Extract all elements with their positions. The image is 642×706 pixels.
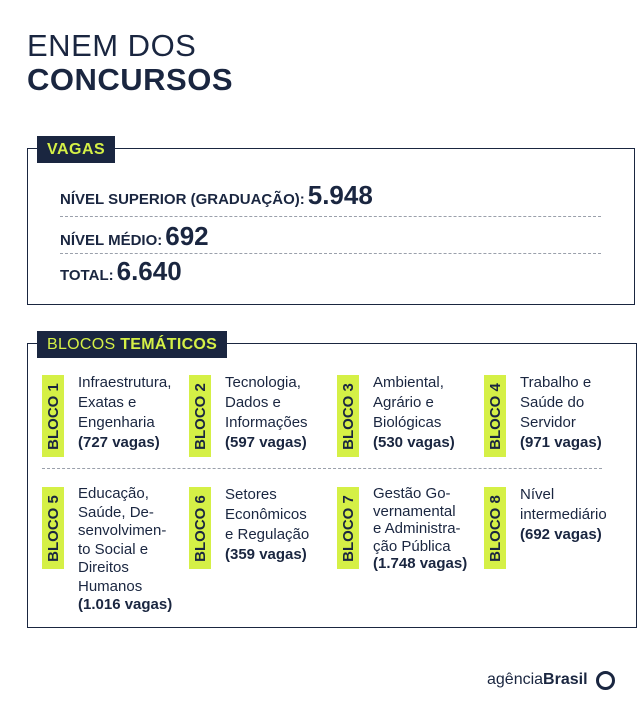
bloco-chip-label: BLOCO 2 [191,382,209,450]
bloco-chip-label: BLOCO 3 [339,382,357,450]
bloco-vagas: (692 vagas) [520,526,602,543]
vagas-value: 692 [165,221,209,251]
bloco-vagas: (359 vagas) [225,546,307,563]
blocos-tag-light: BLOCOS [47,336,121,353]
bloco-desc: Ambiental, Agrário e Biológicas [373,374,444,431]
bloco-desc: Educação, Saúde, De- senvolvimen- to Social e Direitos Humanos [78,485,167,595]
logo-light: agência [487,671,544,688]
vagas-label: NÍVEL MÉDIO: [60,232,163,249]
bloco-chip [189,375,211,457]
logo-bold: Brasil [543,671,588,688]
divider [60,253,601,254]
bloco-desc: Trabalho e Saúde do Servidor [520,374,592,431]
bloco-chip-label: BLOCO 5 [44,494,62,562]
bloco-chip [337,487,359,569]
title-line-1: ENEM DOS [27,28,197,63]
bloco-vagas: (597 vagas) [225,434,307,451]
divider [60,216,601,217]
bloco-text [225,485,340,565]
bloco-chip-label: BLOCO 6 [191,494,209,562]
bloco-chip-label: BLOCO 1 [44,382,62,450]
bloco-chip-label: BLOCO 8 [486,494,504,562]
bloco-chip [42,487,64,569]
bloco-text [373,485,488,573]
vagas-label: TOTAL: [60,267,114,284]
divider [42,468,602,469]
blocos-tag [37,331,227,358]
bloco-chip [42,375,64,457]
bloco-text [78,485,193,615]
vagas-label: NÍVEL SUPERIOR (GRADUAÇÃO): [60,191,305,208]
vagas-value: 6.640 [116,256,182,286]
bloco-vagas: (530 vagas) [373,434,455,451]
vagas-value: 5.948 [307,180,373,210]
vagas-row-medio [60,221,209,252]
title-line-2: CONCURSOS [27,62,234,97]
bloco-chip [484,487,506,569]
bloco-chip [337,375,359,457]
bloco-desc: Setores Econômicos e Regulação [225,486,310,543]
agencia-brasil-logo [487,671,588,689]
bloco-chip-label: BLOCO 7 [339,494,357,562]
bloco-chip-label: BLOCO 4 [486,382,504,450]
bloco-chip [484,375,506,457]
bloco-chip [189,487,211,569]
bloco-text [520,485,635,545]
vagas-row-total [60,256,182,287]
vagas-row-superior [60,180,373,211]
bloco-vagas: (971 vagas) [520,434,602,451]
bloco-desc: Infraestrutura, Exatas e Engenharia [78,374,172,431]
bloco-vagas: (1.748 vagas) [373,555,468,572]
vagas-tag: VAGAS [37,136,115,163]
bloco-desc: Tecnologia, Dados e Informações [225,374,308,431]
bloco-vagas: (727 vagas) [78,434,160,451]
bloco-text [373,373,488,453]
bloco-desc: Gestão Go- vernamental e Administra- ção Pública [373,485,461,555]
bloco-desc: Nível intermediário [520,486,607,523]
bloco-text [225,373,340,453]
logo-ring-icon [596,671,615,690]
blocos-tag-bold: TEMÁTICOS [120,336,218,353]
bloco-text [520,373,635,453]
bloco-text [78,373,193,453]
bloco-vagas: (1.016 vagas) [78,596,173,613]
